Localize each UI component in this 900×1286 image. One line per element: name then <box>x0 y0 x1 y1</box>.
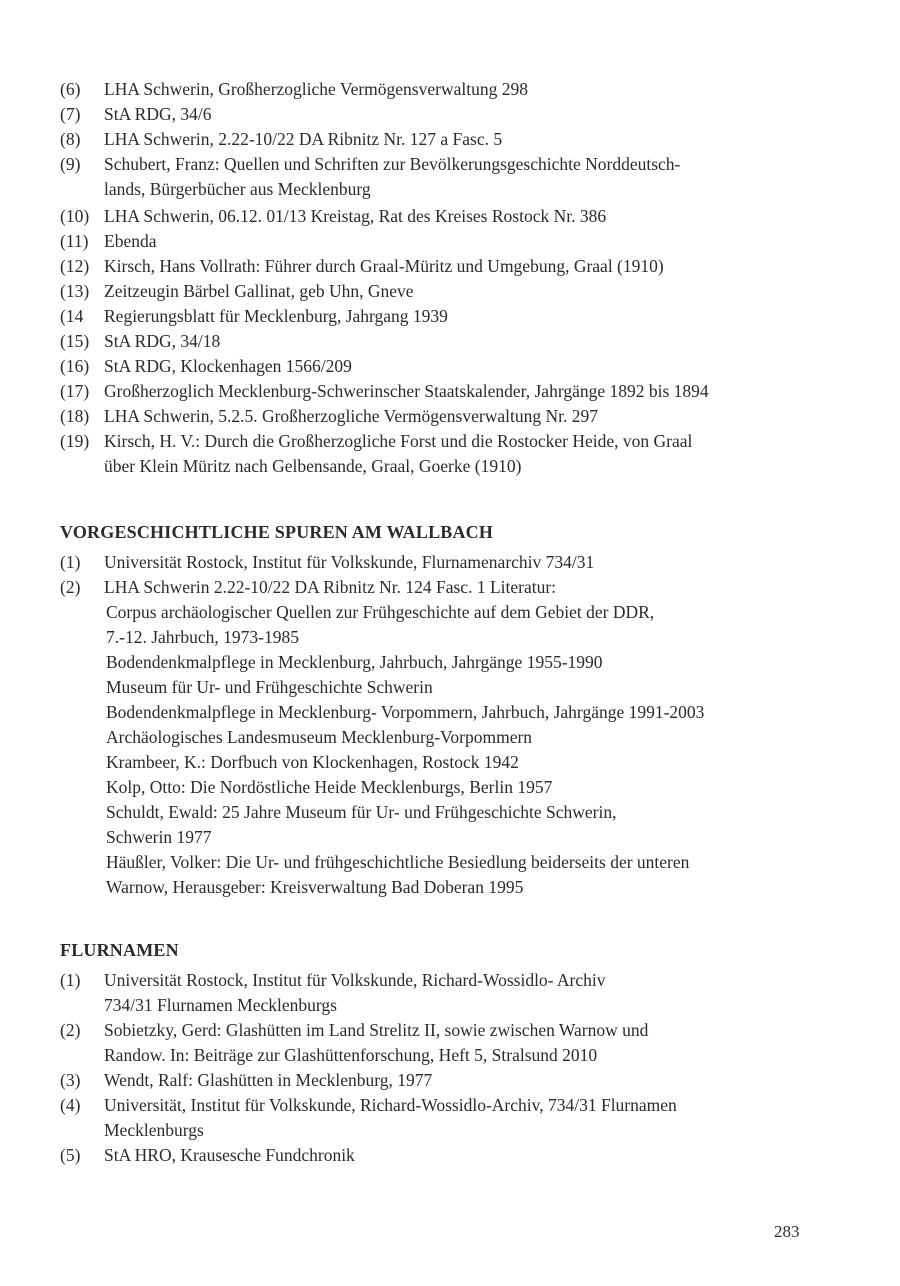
note-text-line-2: 734/31 Flurnamen Mecklenburgs <box>104 995 337 1015</box>
note-text: Zeitzeugin Bärbel Gallinat, geb Uhn, Gneve <box>104 281 414 301</box>
note-number: (10) <box>60 206 90 226</box>
note-text-line-1: Schubert, Franz: Quellen und Schriften zur Bevölkerungsgeschichte Norddeutsch- <box>104 154 681 174</box>
note-number: (1) <box>60 552 81 572</box>
literature-text-line-1: Corpus archäologischer Quellen zur Frühgeschichte auf dem Gebiet der DDR, <box>106 602 655 622</box>
note-number: (3) <box>60 1070 81 1090</box>
literature-text-line-2: Museum für Ur- und Frühgeschichte Schwerin <box>106 677 433 697</box>
note-text: Kirsch, Hans Vollrath: Führer durch Graal-Müritz und Umgebung, Graal (1910) <box>104 256 664 276</box>
note-number: (7) <box>60 104 81 124</box>
note-number: (4) <box>60 1095 81 1115</box>
note-number: (11) <box>60 231 89 251</box>
note-text-line-1: Universität, Institut für Volkskunde, Richard-Wossidlo-Archiv, 734/31 Flurnamen <box>104 1095 677 1115</box>
note-number: (17) <box>60 381 90 401</box>
note-text: StA RDG, Klockenhagen 1566/209 <box>104 356 352 376</box>
note-text-line-1: Kirsch, H. V.: Durch die Großherzogliche Forst und die Rostocker Heide, von Graal <box>104 431 693 451</box>
literature-text-line-1: Bodendenkmalpflege in Mecklenburg, Jahrbuch, Jahrgänge 1955-1990 <box>106 652 603 672</box>
note-text-line-2: über Klein Müritz nach Gelbensande, Graal, Goerke (1910) <box>104 456 522 476</box>
note-number: (1) <box>60 970 81 990</box>
note-number: (6) <box>60 79 81 99</box>
note-text: StA RDG, 34/6 <box>104 104 212 124</box>
note-text: Wendt, Ralf: Glashütten in Mecklenburg, 1977 <box>104 1070 433 1090</box>
note-text: StA RDG, 34/18 <box>104 331 221 351</box>
note-text: Großherzoglich Mecklenburg-Schwerinscher Staatskalender, Jahrgänge 1892 bis 1894 <box>104 381 709 401</box>
note-number: (13) <box>60 281 90 301</box>
note-number: (9) <box>60 154 81 174</box>
literature-text-line-2: 7.-12. Jahrbuch, 1973-1985 <box>106 627 299 647</box>
literature-text: Kolp, Otto: Die Nordöstliche Heide Mecklenburgs, Berlin 1957 <box>106 777 553 797</box>
note-number: (2) <box>60 577 81 597</box>
note-number: (12) <box>60 256 90 276</box>
section-heading-flurnamen: FLURNAMEN <box>60 940 179 960</box>
section-heading-wallbach: VORGESCHICHTLICHE SPUREN AM WALLBACH <box>60 522 494 542</box>
literature-text-line-1: Häußler, Volker: Die Ur- und frühgeschichtliche Besiedlung beiderseits der unteren <box>106 852 690 872</box>
literature-text-line-2: Schwerin 1977 <box>106 827 212 847</box>
note-text: LHA Schwerin, Großherzogliche Vermögensverwaltung 298 <box>104 79 528 99</box>
note-number: (8) <box>60 129 81 149</box>
note-text: LHA Schwerin, 2.22-10/22 DA Ribnitz Nr. 127 a Fasc. 5 <box>104 129 503 149</box>
page-number: 283 <box>774 1222 800 1241</box>
literature-text-line-1: Bodendenkmalpflege in Mecklenburg- Vorpommern, Jahrbuch, Jahrgänge 1991-2003 <box>106 702 705 722</box>
note-text-line-1: Sobietzky, Gerd: Glashütten im Land Strelitz II, sowie zwischen Warnow und <box>104 1020 649 1040</box>
note-text-line-2: Randow. In: Beiträge zur Glashüttenforschung, Heft 5, Stralsund 2010 <box>104 1045 598 1065</box>
note-number: (16) <box>60 356 90 376</box>
note-text-line-1: Universität Rostock, Institut für Volkskunde, Richard-Wossidlo- Archiv <box>104 970 606 990</box>
literature-text: Krambeer, K.: Dorfbuch von Klockenhagen, Rostock 1942 <box>106 752 519 772</box>
note-number: (15) <box>60 331 90 351</box>
note-number: (18) <box>60 406 90 426</box>
note-text-line-2: Mecklenburgs <box>104 1120 204 1140</box>
note-number: (2) <box>60 1020 81 1040</box>
note-number: (14 <box>60 306 84 326</box>
note-number: (19) <box>60 431 90 451</box>
note-text: LHA Schwerin 2.22-10/22 DA Ribnitz Nr. 124 Fasc. 1 Literatur: <box>104 577 557 597</box>
note-text: LHA Schwerin, 5.2.5. Großherzogliche Vermögensverwaltung Nr. 297 <box>104 406 598 426</box>
literature-text-line-1: Schuldt, Ewald: 25 Jahre Museum für Ur- und Frühgeschichte Schwerin, <box>106 802 617 822</box>
note-text-line-2: lands, Bürgerbücher aus Mecklenburg <box>104 179 371 199</box>
note-text: Ebenda <box>104 231 157 251</box>
note-text: Universität Rostock, Institut für Volkskunde, Flurnamenarchiv 734/31 <box>104 552 595 572</box>
note-text: LHA Schwerin, 06.12. 01/13 Kreistag, Rat des Kreises Rostock Nr. 386 <box>104 206 607 226</box>
literature-text-line-2: Archäologisches Landesmuseum Mecklenburg-Vorpommern <box>106 727 533 747</box>
note-number: (5) <box>60 1145 81 1165</box>
literature-text-line-2: Warnow, Herausgeber: Kreisverwaltung Bad Doberan 1995 <box>106 877 524 897</box>
note-text: Regierungsblatt für Mecklenburg, Jahrgang 1939 <box>104 306 448 326</box>
note-text: StA HRO, Krausesche Fundchronik <box>104 1145 355 1165</box>
